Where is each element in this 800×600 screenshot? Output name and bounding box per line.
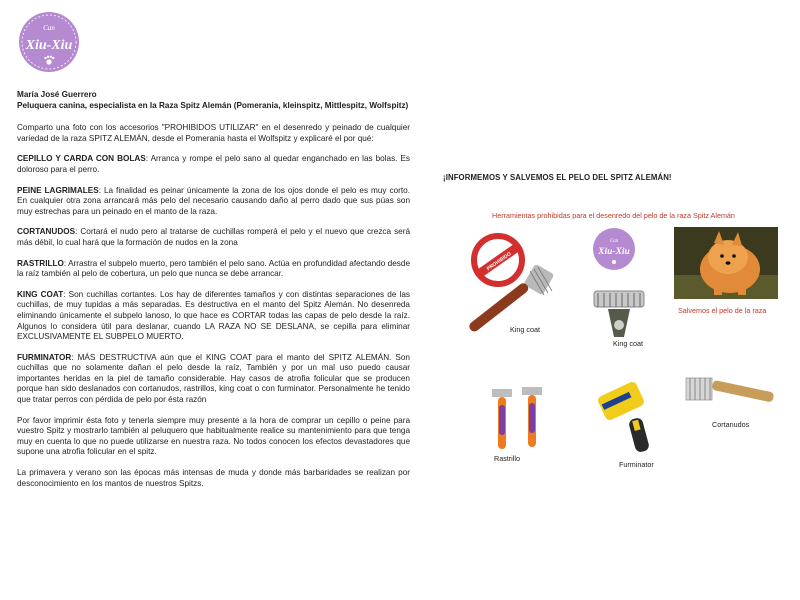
svg-text:Can: Can: [609, 239, 619, 244]
logo-line2: Xiu-Xiu: [25, 38, 73, 53]
small-logo-icon: [590, 225, 638, 273]
king-coat-tool-image: [458, 265, 558, 345]
furminator-tool-image: [596, 378, 662, 460]
can-xiu-xiu-logo: [13, 10, 85, 74]
author-name: María José Guerrero: [17, 90, 97, 99]
article-text: [17, 90, 410, 499]
paragraph-cepillo: CEPILLO Y CARDA CON BOLAS: Arranca y rompe el pelo sano al quedar enganchado en las bolas. Es doloroso para el perro.: [17, 154, 411, 174]
paragraph-furminator: FURMINATOR: MÁS DESTRUCTIVA aún que el KING COAT para el manto del SPITZ ALEMÁN. Son cuchillas que no solamente dañan el pelo desde la raíz, También y por un mal uso puedo causar importantes heridas en la piel de tamaño considerable. Hay casos de atrofia folicular que se producen porque han sido deslanados con cortanudos, rastrillos, king coat o con furminator. Personalmente he tenido que tratar perros con pérdida de pelo por ésta razón: [17, 352, 410, 405]
infographic-subtitle: Herramientas prohibidas para el desenredo del pelo de la raza Spitz Alemán: [492, 211, 735, 220]
caption-king-coat-1: King coat: [510, 325, 540, 334]
paragraph-print: Por favor imprimir ésta foto y tenerla siempre muy presente a la hora de comprar un cepillo o peine para vuestro Spitz y mostrarlo también al peluquero que habitualmente realice su mantenimiento para que tenga muy en cuenta lo que no puede utilizarse en nuestra raza. No todos conocen los efectos devastadores que supone una atrofia folicular en el spitz.: [17, 415, 410, 457]
paragraph: Comparto una foto con los accesorios "PROHIBIDOS UTILIZAR" en el desenredo y peinado de cualquier variedad de la raza SPITZ ALEMÁN, desde el Pomerania hasta el Wolfspitz y explicaré el por qué:: [17, 123, 410, 143]
svg-text:Xiu-Xiu: Xiu-Xiu: [598, 247, 630, 257]
prohibited-label: PROHIBIDO: [485, 251, 513, 273]
paragraph-king-coat: KING COAT: Son cuchillas cortantes. Los hay de diferentes tamaños y con distintas separaciones de las cuchillas, de muy tupidas a más separadas. Es destructiva en el manto del Spitz Alemán. No desenreda eliminando únicamente el subpelo lanoso, lo que hace es CORTAR todas las capas de pelo desde la raíz. Algunos lo considera útil para deslanar, cuando LA RAZA NO SE DESLANA, se cepilla para eliminar EXCLUSIVAMENTE EL SUBPELO MUERTO.: [17, 289, 410, 342]
pomeranian-dog-photo: [674, 227, 778, 299]
caption-rastrillo: Rastrillo: [494, 454, 520, 463]
logo-line1: Can: [43, 24, 55, 32]
paragraph-season: La primavera y verano son las épocas más intensas de muda y donde más barbaridades se realizan por desconocimiento en los mantos de nuestros Spitzs.: [17, 468, 410, 488]
paragraph-cortanudos: CORTANUDOS: Cortará el nudo pero al tratarse de cuchillas romperá el pelo y el nuevo que crezca será más débil, lo cual hará que la formación de nudos en la zona: [17, 227, 410, 247]
author-block: [17, 90, 410, 111]
caption-king-coat-2: King coat: [613, 339, 643, 348]
king-coat-2-tool-image: [588, 285, 650, 345]
infographic-title: ¡INFORMEMOS Y SALVEMOS EL PELO DEL SPITZ ALEMÁN!: [443, 173, 672, 182]
author-role: Peluquera canina, especialista en la Raza Spitz Alemán (Pomerania, kleinspitz, Mittlespitz, Wolfspitz): [17, 100, 409, 110]
rastrillo-tool-image: [488, 385, 550, 457]
cortanudos-tool-image: [682, 372, 778, 418]
caption-save-hair: Salvemos el pelo de la raza: [678, 306, 767, 315]
caption-furminator: Furminator: [619, 460, 654, 469]
caption-cortanudos: Cortanudos: [712, 420, 750, 429]
paragraph-rastrillo: RASTRILLO: Arrastra el subpelo muerto, pero también el pelo sano. Actúa en profundidad afectando desde la raíz también al pelo de cobertura, un pelo que nunca se debe arrancar.: [17, 258, 410, 279]
paragraph-peine: PEINE LAGRIMALES: La finalidad es peinar únicamente la zona de los ojos donde el pelo es muy corto. En cualquier otra zona arrancará más pelo del necesario causando daño al perro dado que sus púas son muy estrechas para un peinado en el manto de la raza.: [17, 185, 410, 216]
